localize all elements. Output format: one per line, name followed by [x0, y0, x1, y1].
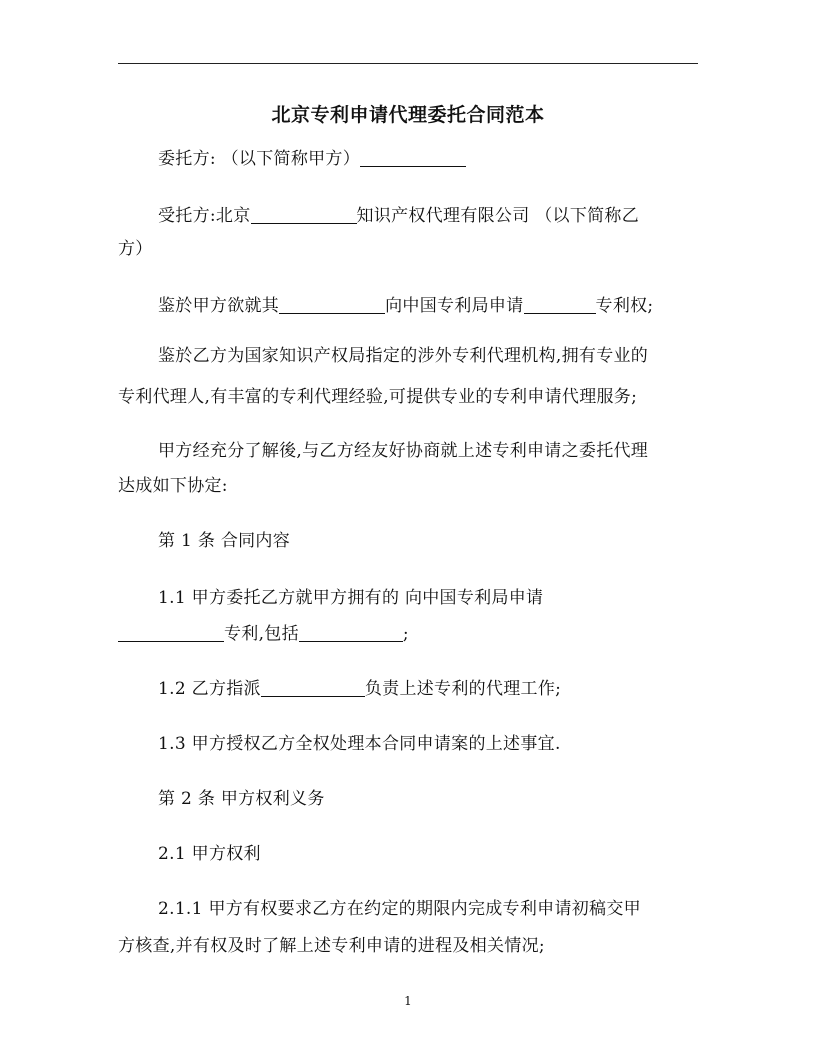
text: 方核查,并有权及时了解上述专利申请的进程及相关情况;: [118, 936, 545, 956]
text: 鉴於甲方欲就其: [158, 296, 280, 316]
clause-1-3: [118, 728, 738, 761]
clause-1-2: [118, 673, 738, 706]
text: 专利代理人,有丰富的专利代理经验,可提供专业的专利申请代理服务;: [118, 387, 638, 407]
paragraph-whereas-principal: [118, 290, 738, 323]
article-1-heading: [118, 525, 738, 558]
blank-field: [299, 623, 403, 642]
clause-2-1: [118, 838, 738, 871]
blank-field: [118, 623, 224, 642]
blank-field: [524, 295, 596, 314]
text: 2.1.1 甲方有权要求乙方在约定的期限内完成专利申请初稿交甲: [158, 899, 641, 919]
paragraph-whereas-agent: [118, 340, 738, 373]
text: ;: [402, 624, 409, 644]
text: 专利权;: [595, 296, 654, 316]
text: 第 1 条 合同内容: [158, 531, 291, 551]
blank-field: [261, 678, 365, 697]
text: 1.1 甲方委托乙方就甲方拥有的 向中国专利局申请: [158, 588, 544, 608]
paragraph-principal: [118, 143, 738, 176]
document-title: 北京专利申请代理委托合同范本: [271, 104, 545, 126]
header-rule: [118, 63, 698, 64]
article-2-heading: [118, 783, 738, 816]
text: 知识产权代理有限公司 （以下简称乙: [356, 206, 640, 226]
text: 甲方经充分了解後,与乙方经友好协商就上述专利申请之委托代理: [158, 441, 649, 461]
clause-1-1: [118, 582, 738, 615]
clause-2-1-1: [118, 893, 738, 926]
clause-1-1-cont: [118, 618, 698, 651]
paragraph-agreement: [118, 435, 738, 468]
blank-field: [360, 148, 466, 167]
paragraph-whereas-agent-cont: [118, 381, 698, 414]
clause-2-1-1-cont: [118, 930, 698, 963]
text: 2.1 甲方权利: [158, 844, 261, 864]
paragraph-agreement-cont: [118, 470, 698, 503]
text: 第 2 条 甲方权利义务: [158, 789, 325, 809]
text: 向中国专利局申请: [385, 296, 524, 316]
text: 方）: [118, 239, 153, 259]
blank-field: [279, 295, 385, 314]
paragraph-agent: [118, 200, 738, 233]
text: 达成如下协定:: [118, 476, 228, 496]
text: 专利,包括: [224, 624, 299, 644]
text: 委托方: （以下简称甲方）: [158, 149, 361, 169]
text: 受托方:北京: [158, 206, 251, 226]
paragraph-agent-cont: [118, 233, 698, 266]
blank-field: [251, 205, 357, 224]
text: 1.2 乙方指派: [158, 679, 261, 699]
text: 鉴於乙方为国家知识产权局指定的涉外专利代理机构,拥有专业的: [158, 346, 649, 366]
text: 负责上述专利的代理工作;: [364, 679, 562, 699]
text: 1.3 甲方授权乙方全权处理本合同申请案的上述事宜.: [158, 734, 561, 754]
page-number: 1: [404, 994, 412, 1008]
